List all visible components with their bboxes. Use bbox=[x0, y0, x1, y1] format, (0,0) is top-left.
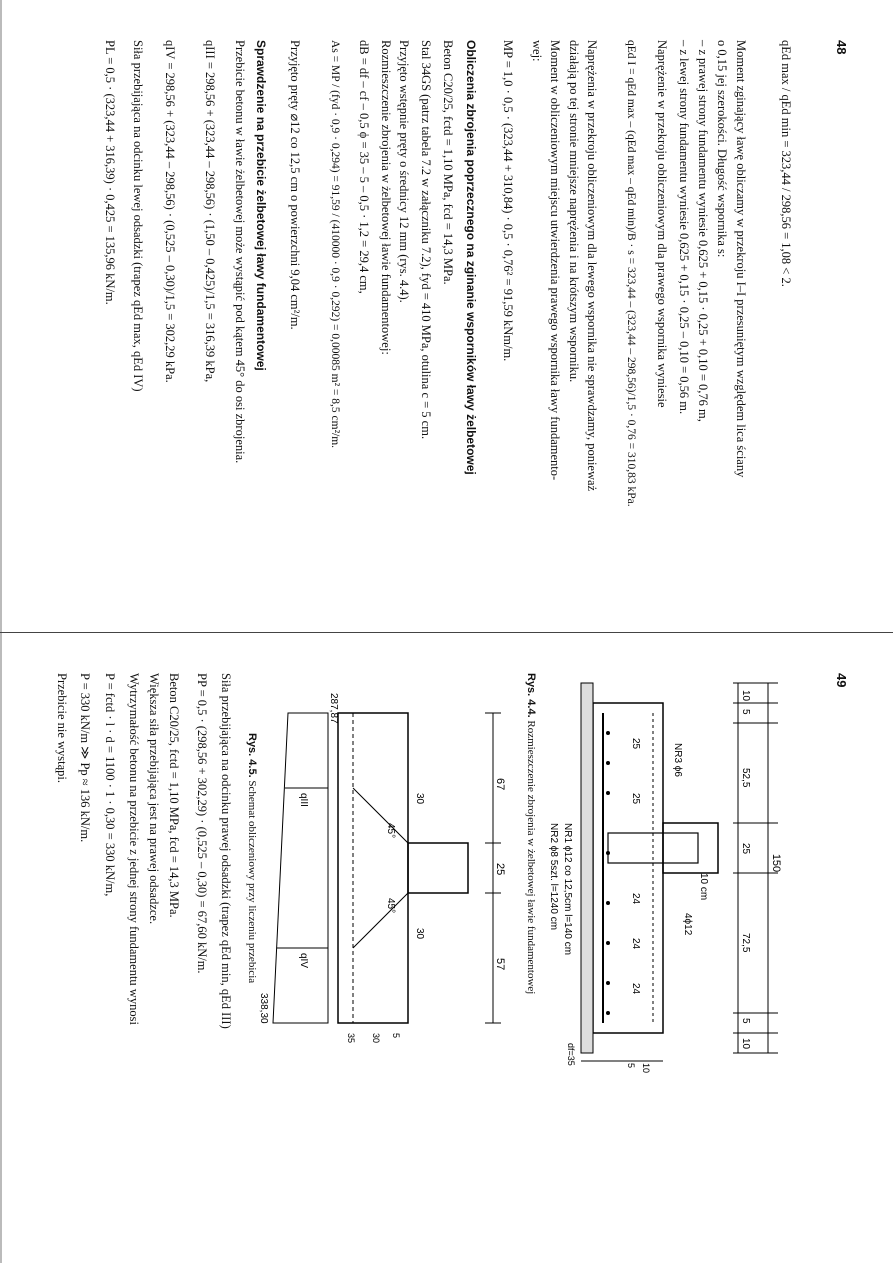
PP-formula: PP = 0,5 · (298,56 + 302,29) · (0,525 – 0,30) = 67,60 kN/m. bbox=[195, 673, 209, 974]
side-dim-5: 5 bbox=[391, 1033, 401, 1039]
figure-4-4-reinforcement bbox=[543, 663, 793, 1083]
punch-cone-left bbox=[353, 788, 408, 843]
label-4phi12: 4ϕ12 bbox=[682, 913, 693, 936]
dim-52-5: 52,5 bbox=[740, 768, 751, 788]
area-formula: As = MP / (fyd · 0,9 · 0,294) = 91,59 / (410000 · 0,9 · 0,292) = 0,00085 m² = 8,5 cm²/m. bbox=[329, 40, 341, 449]
dim-5: 5 bbox=[740, 709, 751, 715]
text-line: Moment w obliczeniowym miejscu utwierdzenia prawego wspornika ławy fundamento- bbox=[548, 40, 562, 481]
dim-10b: 10 bbox=[740, 1038, 751, 1050]
moment-formula: MP = 1,0 · 0,5 · (323,44 + 310,84) · 0,5 · 0,76² = 91,59 kNm/m. bbox=[501, 40, 515, 362]
dim-57: 57 bbox=[494, 958, 506, 971]
ratio-formula: qEd max / qEd min = 323,44 / 298,56 = 1,08 < 2. bbox=[779, 40, 793, 287]
caption-label: Rys. 4.4. bbox=[525, 673, 537, 718]
legend-nr1: NR1 ϕ12 co 12,5cm l=140 cm bbox=[562, 823, 573, 956]
angle-left: 45° bbox=[385, 823, 396, 839]
text-line: Przyjęto wstępnie pręty o średnicy 12 mm (rys. 4.4). bbox=[397, 40, 411, 303]
text-line: Beton C20/25, fctd = 1,10 MPa, fcd = 14,3 MPa. bbox=[167, 673, 181, 918]
bar-dots bbox=[606, 731, 610, 1015]
P-formula: P = fctd · l · d = 1100 · 1 · 0,30 = 330 kN/m, bbox=[103, 673, 117, 897]
text-line: działają po tej stronie mniejsze naprężenia i na krótszym wsporniku. bbox=[567, 40, 581, 383]
dim-25: 25 bbox=[740, 843, 751, 855]
load-qIV: qIV bbox=[298, 953, 309, 969]
side-dim-10: 10 bbox=[641, 1063, 651, 1074]
qIV-formula: qIV = 298,56 + (323,44 – 298,56) · (0,525 – 0,30)/1,5 = 302,29 kPa. bbox=[163, 40, 177, 383]
spacing-3: 24 bbox=[630, 893, 641, 905]
label-10cm: 10 cm bbox=[698, 873, 709, 901]
text-line: o 0,15 jej szerokości. Długość wspornika s: bbox=[715, 40, 729, 258]
side-dim-5: 5 bbox=[626, 1063, 636, 1069]
text-line: wej: bbox=[530, 40, 544, 62]
wall bbox=[408, 843, 468, 893]
side-dim-30: 30 bbox=[371, 1033, 381, 1044]
comparison: P = 330 kN/m ≫ Pp ≈ 136 kN/m. bbox=[78, 673, 92, 843]
value-right: 338,30 bbox=[258, 993, 269, 1024]
dim-67: 67 bbox=[494, 778, 506, 791]
PL-formula: PL = 0,5 · (323,44 + 316,39) · 0,425 = 135,96 kN/m. bbox=[103, 40, 117, 305]
figure-4-5-caption bbox=[246, 733, 258, 983]
figure-4-5-punching bbox=[258, 693, 513, 1053]
punch-cone-right bbox=[353, 893, 408, 948]
page-48 bbox=[0, 0, 893, 630]
spacing-1: 25 bbox=[630, 738, 641, 750]
angle-right: 45° bbox=[385, 898, 396, 914]
page-number: 48 bbox=[834, 40, 849, 55]
caption-text: Rozmieszczenie zbrojenia w żelbetowej ławie fundamentowej bbox=[525, 720, 537, 995]
value-left: 287,87 bbox=[328, 693, 339, 724]
dim-30-right: 30 bbox=[414, 928, 425, 940]
text-line: Rozmieszczenie zbrojenia w żelbetowej ławie fundamentowej: bbox=[379, 40, 393, 355]
dim-total: 150 bbox=[770, 853, 782, 873]
side-dim-35: 35 bbox=[346, 1033, 356, 1044]
qIII-formula: qIII = 298,56 + (323,44 – 298,56) · (1,50 – 0,425)/1,5 = 316,39 kPa, bbox=[203, 40, 217, 383]
lean-concrete bbox=[581, 683, 593, 1053]
spacing-5: 24 bbox=[630, 983, 641, 995]
load-trapezoid bbox=[273, 713, 328, 1023]
dim-5b: 5 bbox=[740, 1018, 751, 1024]
dim-25: 25 bbox=[494, 863, 506, 876]
section-heading: Sprawdzenie na przebicie żelbetowej ławy fundamentowej bbox=[254, 40, 268, 371]
text-line: Naprężenie w przekroju obliczeniowym dla prawego wspornika wyniesie bbox=[655, 40, 669, 408]
wall-stub bbox=[663, 823, 718, 873]
figure-4-4-caption bbox=[525, 673, 537, 994]
text-line: Przyjęto pręty ⌀12 co 12,5 cm o powierzchni 9,04 cm²/m. bbox=[288, 40, 302, 330]
caption-text: Schemat obliczeniowy przy liczeniu przebicia bbox=[246, 780, 258, 984]
dim-10: 10 bbox=[740, 690, 751, 702]
legend-nr2: NR2 ϕ8 5szt. l=1240 cm bbox=[548, 823, 559, 931]
section-heading: Obliczenia zbrojenia poprzecznego na zginanie wsporników ławy żelbetowej bbox=[464, 40, 478, 475]
text-line: Naprężenia w przekroju obliczeniowym dla lewego wspornika nie sprawdzamy, ponieważ bbox=[585, 40, 599, 492]
text-line: Większa siła przebijająca jest na prawej odsadzce. bbox=[147, 673, 161, 925]
text-line: Wytrzymałość betonu na przebicie z jednej strony fundamentu wynosi bbox=[127, 673, 141, 1025]
text-line: Siła przebijająca na odcinku prawej odsadzki (trapez qEd min, qEd III) bbox=[219, 673, 233, 1029]
stress-formula: qEd I = qEd max – (qEd max – qEd min)/B · s = 323,44 – (323,44 – 298,56)/1,5 · 0,76 = 310,83 kPa. bbox=[625, 40, 637, 507]
side-dim-df: df=35 bbox=[566, 1043, 576, 1066]
text-line: Stal 34GS (patrz tabela 7.2 w załączniku 7.2), fyd = 410 MPa, otulina c = 5 cm. bbox=[419, 40, 433, 440]
depth-formula: dB = df – cf – 0,5 ϕ = 35 – 5 – 0,5 · 1,2 = 29,4 cm, bbox=[357, 40, 371, 294]
dim-72-5: 72,5 bbox=[740, 933, 751, 953]
footing bbox=[338, 713, 408, 1023]
page-49 bbox=[0, 633, 893, 1263]
conclusion: Przebicie nie wystąpi. bbox=[55, 673, 69, 784]
spacing-2: 25 bbox=[630, 793, 641, 805]
text-line: – z prawej strony fundamentu wyniesie 0,625 + 0,15 · 0,25 + 0,10 = 0,76 m, bbox=[696, 40, 710, 422]
text-line: Siła przebijająca na odcinku lewej odsadzki (trapez qEd max, qEd IV) bbox=[131, 40, 145, 392]
text-line: Moment zginający ławę obliczamy w przekroju I–I przesuniętym względem lica ściany bbox=[734, 40, 748, 478]
load-qIII: qIII bbox=[298, 793, 309, 807]
text-line: Beton C20/25, fctd = 1,10 MPa, fcd = 14,3 MPa. bbox=[441, 40, 455, 285]
text-line: – z lewej strony fundamentu wyniesie 0,625 + 0,15 · 0,25 – 0,10 = 0,56 m. bbox=[677, 40, 691, 415]
spacing-4: 24 bbox=[630, 938, 641, 950]
text-line: Przebicie betonu w ławie żelbetowej może wystąpić pod kątem 45° do osi zbrojenia. bbox=[233, 40, 247, 464]
page-number: 49 bbox=[834, 673, 849, 688]
dim-30-left: 30 bbox=[414, 793, 425, 805]
caption-label: Rys. 4.5. bbox=[246, 733, 258, 778]
label-nr3: NR3 ϕ6 bbox=[672, 743, 683, 777]
